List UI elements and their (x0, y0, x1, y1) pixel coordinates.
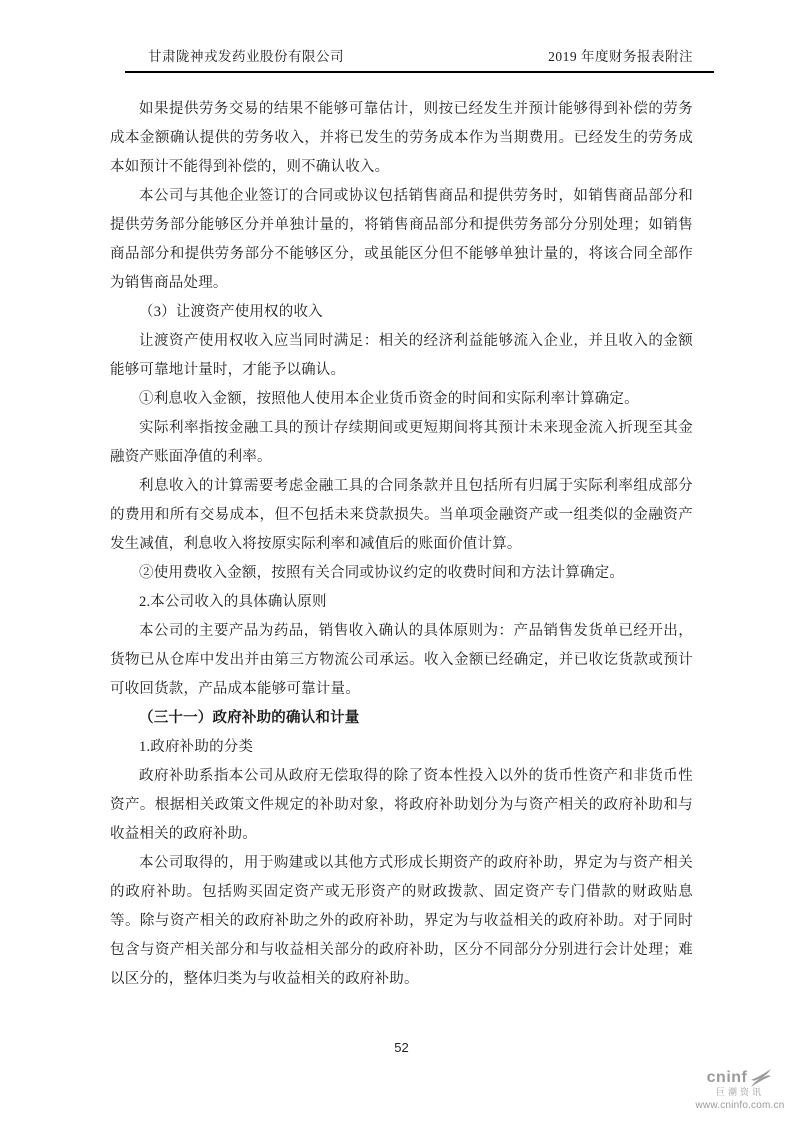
company-name: 甘肃陇神戎发药业股份有限公司 (148, 49, 344, 64)
cninfo-logo (692, 1069, 788, 1111)
body-paragraph: 政府补助系指本公司从政府无偿取得的除了资本性投入以外的货币性资产和非货币性资产。根据相关政策文件规定的补助对象，将政府补助划分为与资产相关的政府补助和与收益相关的政府补助。 (110, 768, 693, 842)
body-paragraph: 如果提供劳务交易的结果不能够可靠估计，则按已经发生并预计能够得到补偿的劳务成本金额确认提供的劳务收入，并将已发生的劳务成本作为当期费用。已经发生的劳务成本如预计不能得到补偿的，则不确认收入。 (110, 101, 693, 175)
body-paragraph: 让渡资产使用权收入应当同时满足：相关的经济利益能够流入企业，并且收入的金额能够可靠地计量时，才能予以确认。 (110, 333, 693, 378)
body-paragraph: 利息收入的计算需要考虑金融工具的合同条款并且包括所有归属于实际利率组成部分的费用和所有交易成本，但不包括未来贷款损失。当单项金融资产或一组类似的金融资产发生减值，利息收入将按原实际利率和减值后的账面价值计算。 (110, 478, 693, 552)
document-title: 2019 年度财务报表附注 (548, 49, 693, 64)
cninfo-url: www.cninfo.com.cn (695, 1099, 785, 1111)
body-paragraph: ①利息收入金额，按照他人使用本企业货币资金的时间和实际利率计算确定。 (139, 391, 639, 407)
section-heading-government-grants: （三十一）政府补助的确认和计量 (139, 710, 360, 726)
body-paragraph: 本公司的主要产品为药品，销售收入确认的具体原则为：产品销售发货单已经开出，货物已从仓库中发出并由第三方物流公司承运。收入金额已经确定，并已收讫货款或预计可收回货款，产品成本能够可靠计量。 (110, 623, 693, 697)
body-paragraph: 2.本公司收入的具体确认原则 (139, 594, 327, 610)
page-number: 52 (394, 1040, 409, 1055)
cninfo-swirl-icon (749, 1069, 773, 1087)
cninfo-brand-text: cninf (706, 1069, 748, 1087)
body-paragraph: ②使用费收入金额，按照有关合同或协议约定的收费时间和方法计算确定。 (139, 565, 625, 581)
cninfo-chinese-name: 巨潮资讯 (715, 1087, 764, 1097)
page-header (125, 48, 714, 73)
body-paragraph: 本公司取得的，用于购建或以其他方式形成长期资产的政府补助，界定为与资产相关的政府补助。包括购买固定资产或无形资产的财政拨款、固定资产专门借款的财政贴息等。除与资产相关的政府补助之外的政府补助，界定为与收益相关的政府补助。对于同时包含与资产相关部分和与收益相关部分的政府补助，区分不同部分分别进行会计处理；难以区分的，整体归类为与收益相关的政府补助。 (110, 855, 693, 987)
body-paragraph: 1.政府补助的分类 (139, 739, 254, 755)
body-text (110, 95, 693, 994)
body-paragraph: （3）让渡资产使用权的收入 (139, 304, 323, 320)
body-paragraph: 实际利率指按金融工具的预计存续期间或更短期间将其预计未来现金流入折现至其金融资产账面净值的利率。 (110, 420, 693, 465)
body-paragraph: 本公司与其他企业签订的合同或协议包括销售商品和提供劳务时，如销售商品部分和提供劳务部分能够区分并单独计量的，将销售商品部分和提供劳务部分分别处理；如销售商品部分和提供劳务部分不能够区分，或虽能区分但不能够单独计量的，将该合同全部作为销售商品处理。 (110, 188, 693, 291)
